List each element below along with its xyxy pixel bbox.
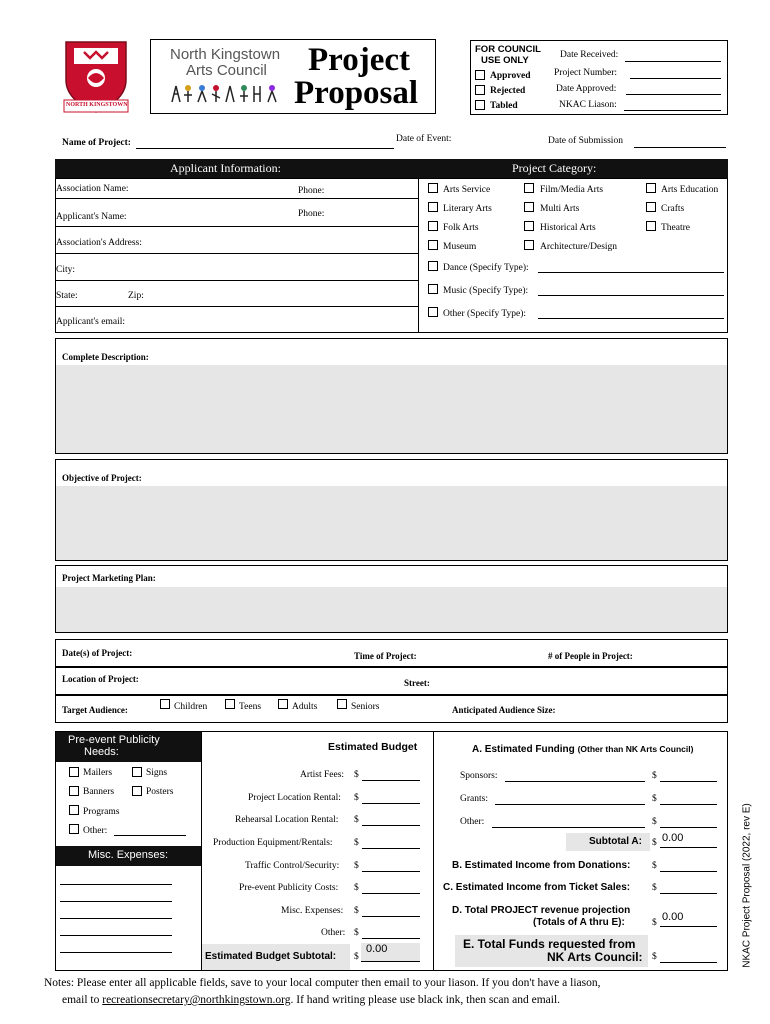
publicity-costs-label: Pre-event Publicity Costs: xyxy=(239,883,339,893)
other-publicity-field[interactable] xyxy=(114,835,186,836)
children-label: Children xyxy=(174,702,208,712)
theatre-label: Theatre xyxy=(661,223,691,233)
traffic-label: Traffic Control/Security: xyxy=(245,861,340,871)
architecture-checkbox[interactable] xyxy=(524,240,534,250)
notes-line-2 xyxy=(62,994,560,1006)
other-category-label: Other (Specify Type): xyxy=(443,309,527,319)
dance-label: Dance (Specify Type): xyxy=(443,263,529,273)
date-approved-field[interactable] xyxy=(626,94,721,95)
museum-checkbox[interactable] xyxy=(428,240,438,250)
arts-service-label: Arts Service xyxy=(443,185,491,195)
state-label: State: xyxy=(56,291,78,301)
production-field[interactable] xyxy=(362,848,420,849)
donations-field[interactable] xyxy=(660,871,717,872)
tickets-dollar: $ xyxy=(652,883,657,893)
grants-amount-field[interactable] xyxy=(660,804,717,805)
adults-checkbox[interactable] xyxy=(278,699,288,709)
other-funding-amount-field[interactable] xyxy=(660,827,717,828)
folk-arts-label: Folk Arts xyxy=(443,223,479,233)
target-audience-label: Target Audience: xyxy=(62,705,128,715)
total-revenue-label-2: (Totals of A thru E): xyxy=(533,917,625,928)
audience-size-label: Anticipated Audience Size: xyxy=(452,705,556,715)
multi-arts-label: Multi Arts xyxy=(540,204,580,214)
budget-divider-left xyxy=(201,731,202,971)
rehearsal-rental-label: Rehearsal Location Rental: xyxy=(235,815,339,825)
people-label: # of People in Project: xyxy=(548,651,633,661)
banners-checkbox[interactable] xyxy=(69,786,79,796)
requested-dollar: $ xyxy=(652,952,657,962)
town-crest-logo xyxy=(62,38,130,116)
funding-header-note: (Other than NK Arts Council) xyxy=(577,744,694,754)
posters-label: Posters xyxy=(146,787,174,797)
music-checkbox[interactable] xyxy=(428,284,438,294)
applicant-section xyxy=(55,178,728,333)
subtotal-a-value: 0.00 xyxy=(662,832,684,844)
other-budget-field[interactable] xyxy=(362,938,420,939)
tickets-field[interactable] xyxy=(660,893,717,894)
grants-label: Grants: xyxy=(460,794,488,804)
other-funding-label: Other: xyxy=(460,817,485,827)
other-budget-label: Other: xyxy=(321,928,346,938)
dance-field[interactable] xyxy=(538,272,724,273)
applicant-name-label: Applicant's Name: xyxy=(56,212,127,222)
association-name-label: Association Name: xyxy=(56,184,129,194)
seniors-label: Seniors xyxy=(351,702,380,712)
location-row xyxy=(55,667,728,695)
donations-dollar: $ xyxy=(652,861,657,871)
theatre-checkbox[interactable] xyxy=(646,221,656,231)
org-name-line2: Arts Council xyxy=(186,62,267,79)
publicity-header-1: Pre-event Publicity xyxy=(68,734,160,746)
audience-row xyxy=(55,695,728,723)
misc-expenses-title: Misc. Expenses: xyxy=(88,849,169,861)
architecture-label: Architecture/Design xyxy=(540,242,618,252)
programs-checkbox[interactable] xyxy=(69,805,79,815)
location-rental-label: Project Location Rental: xyxy=(248,793,341,803)
notes-email-link[interactable]: recreationsecretary@northkingstown.org xyxy=(102,994,291,1006)
form-version-note: NKAC Project Proposal (2022, rev E) xyxy=(741,803,753,968)
historical-arts-label: Historical Arts xyxy=(540,223,596,233)
date-received-field[interactable] xyxy=(625,61,721,62)
name-of-project-field[interactable] xyxy=(136,148,394,149)
misc-expense-line-5[interactable] xyxy=(60,952,172,953)
rejected-label: Rejected xyxy=(490,86,526,96)
name-of-project-label: Name of Project: xyxy=(62,138,131,148)
folk-arts-checkbox[interactable] xyxy=(428,221,438,231)
sponsors-label: Sponsors: xyxy=(460,771,498,781)
other-budget-dollar: $ xyxy=(354,928,359,938)
project-number-field[interactable] xyxy=(630,78,721,79)
grants-dollar: $ xyxy=(652,794,657,804)
time-label: Time of Project: xyxy=(354,651,417,661)
form-title-line1: Project xyxy=(308,42,410,78)
arts-service-checkbox[interactable] xyxy=(428,183,438,193)
misc-expense-line-1[interactable] xyxy=(60,884,172,885)
other-funding-name-field[interactable] xyxy=(492,827,645,828)
other-publicity-label: Other: xyxy=(83,826,108,836)
artist-fees-dollar: $ xyxy=(354,770,359,780)
adults-label: Adults xyxy=(292,702,318,712)
total-revenue-value: 0.00 xyxy=(662,911,684,923)
row-divider-5 xyxy=(55,306,418,307)
music-label: Music (Specify Type): xyxy=(443,286,529,296)
date-of-submission-label: Date of Submission xyxy=(548,136,623,146)
artist-fees-field[interactable] xyxy=(362,780,420,781)
traffic-field[interactable] xyxy=(362,871,420,872)
posters-checkbox[interactable] xyxy=(132,786,142,796)
total-revenue-label-1: D. Total PROJECT revenue projection xyxy=(452,905,631,916)
notes-line-2-suffix: . If hand writing please use black ink, then scan and email. xyxy=(290,994,561,1006)
sponsors-dollar: $ xyxy=(652,771,657,781)
location-rental-dollar: $ xyxy=(354,793,359,803)
requested-label-1: E. Total Funds requested from xyxy=(463,937,636,951)
teens-label: Teens xyxy=(239,702,262,712)
mailers-checkbox[interactable] xyxy=(69,767,79,777)
notes-line-2-prefix: email to xyxy=(62,994,103,1006)
council-title-1: FOR COUNCIL xyxy=(475,44,541,55)
total-revenue-dollar: $ xyxy=(652,918,657,928)
production-dollar: $ xyxy=(354,838,359,848)
applicant-info-title: Applicant Information: xyxy=(170,161,281,175)
phone2-label: Phone: xyxy=(298,209,325,219)
crafts-checkbox[interactable] xyxy=(646,202,656,212)
other-funding-dollar: $ xyxy=(652,817,657,827)
requested-field[interactable] xyxy=(660,962,717,963)
grants-name-field[interactable] xyxy=(495,804,645,805)
liason-label: NKAC Liason: xyxy=(559,100,617,110)
other-category-checkbox[interactable] xyxy=(428,307,438,317)
rehearsal-rental-dollar: $ xyxy=(354,815,359,825)
other-publicity-checkbox[interactable] xyxy=(69,824,79,834)
publicity-header-2: Needs: xyxy=(84,746,119,758)
crafts-label: Crafts xyxy=(661,204,685,214)
arts-education-label: Arts Education xyxy=(661,185,719,195)
budget-subtotal-label: Estimated Budget Subtotal: xyxy=(205,951,337,962)
date-of-event-label: Date of Event: xyxy=(396,134,452,144)
funding-header-title: A. Estimated Funding xyxy=(472,744,575,755)
objective-label: Objective of Project: xyxy=(62,473,142,483)
rejected-checkbox[interactable] xyxy=(475,85,485,95)
objective-field[interactable] xyxy=(56,486,727,560)
tabled-label: Tabled xyxy=(490,101,518,111)
children-checkbox[interactable] xyxy=(160,699,170,709)
row-divider-4 xyxy=(55,280,418,281)
marketing-label: Project Marketing Plan: xyxy=(62,573,156,583)
date-received-label: Date Received: xyxy=(560,50,619,60)
budget-subtotal-dollar: $ xyxy=(354,952,359,962)
production-label: Production Equipment/Rentals: xyxy=(213,838,333,848)
notes-line-1: Notes: Please enter all applicable fields, save to your local computer then email to your liason. If you don't have a liason, xyxy=(44,977,601,989)
approved-label: Approved xyxy=(490,71,531,81)
row-divider-3 xyxy=(55,253,418,254)
signs-label: Signs xyxy=(146,768,168,778)
signs-checkbox[interactable] xyxy=(132,767,142,777)
publicity-costs-dollar: $ xyxy=(354,883,359,893)
street-label: Street: xyxy=(404,678,430,688)
address-label: Association's Address: xyxy=(56,238,142,248)
council-title-2: USE ONLY xyxy=(481,55,529,66)
museum-label: Museum xyxy=(443,242,477,252)
film-media-label: Film/Media Arts xyxy=(540,185,604,195)
sponsors-amount-field[interactable] xyxy=(660,781,717,782)
row-divider-2 xyxy=(55,226,418,227)
description-field[interactable] xyxy=(56,365,727,453)
misc-expense-line-4[interactable] xyxy=(60,935,172,936)
location-rental-field[interactable] xyxy=(362,803,420,804)
arts-figures-icon xyxy=(168,82,280,104)
traffic-dollar: $ xyxy=(354,861,359,871)
tabled-checkbox[interactable] xyxy=(475,100,485,110)
budget-subtotal-value: 0.00 xyxy=(366,943,388,955)
literary-arts-checkbox[interactable] xyxy=(428,202,438,212)
funding-header xyxy=(472,744,693,755)
dates-label: Date(s) of Project: xyxy=(62,648,133,658)
applicant-category-divider xyxy=(418,178,419,333)
phone1-label: Phone: xyxy=(298,186,325,196)
misc-expenses-field[interactable] xyxy=(362,916,420,917)
location-label: Location of Project: xyxy=(62,674,139,684)
subtotal-a-dollar: $ xyxy=(652,838,657,848)
banners-label: Banners xyxy=(83,787,115,797)
artist-fees-label: Artist Fees: xyxy=(300,770,345,780)
film-media-checkbox[interactable] xyxy=(524,183,534,193)
tickets-label: C. Estimated Income from Ticket Sales: xyxy=(443,882,631,893)
email-label: Applicant's email: xyxy=(56,317,125,327)
description-label: Complete Description: xyxy=(62,352,149,362)
dance-checkbox[interactable] xyxy=(428,261,438,271)
budget-divider-right xyxy=(433,731,434,971)
rehearsal-rental-field[interactable] xyxy=(362,825,420,826)
zip-label: Zip: xyxy=(128,291,144,301)
mailers-label: Mailers xyxy=(83,768,113,778)
date-approved-label: Date Approved: xyxy=(556,84,617,94)
requested-label-2: NK Arts Council: xyxy=(547,950,643,964)
programs-label: Programs xyxy=(83,807,120,817)
crest-banner-text: NORTH KINGSTOWN xyxy=(66,102,128,108)
multi-arts-checkbox[interactable] xyxy=(524,202,534,212)
misc-expense-line-3[interactable] xyxy=(60,918,172,919)
approved-checkbox[interactable] xyxy=(475,70,485,80)
date-of-submission-field[interactable] xyxy=(634,147,726,148)
project-number-label: Project Number: xyxy=(554,68,618,78)
misc-expense-line-2[interactable] xyxy=(60,901,172,902)
music-field[interactable] xyxy=(538,295,724,296)
seniors-checkbox[interactable] xyxy=(337,699,347,709)
teens-checkbox[interactable] xyxy=(225,699,235,709)
misc-expenses-dollar: $ xyxy=(354,906,359,916)
project-category-title: Project Category: xyxy=(512,161,597,175)
form-title-line2: Proposal xyxy=(294,75,419,111)
donations-label: B. Estimated Income from Donations: xyxy=(452,860,631,871)
other-category-field[interactable] xyxy=(538,318,724,319)
org-name-line1: North Kingstown xyxy=(170,46,281,63)
publicity-costs-field[interactable] xyxy=(362,893,420,894)
subtotal-a-label: Subtotal A: xyxy=(589,836,642,847)
literary-arts-label: Literary Arts xyxy=(443,204,492,214)
row-divider-1 xyxy=(55,198,418,199)
arts-education-checkbox[interactable] xyxy=(646,183,656,193)
city-label: City: xyxy=(56,265,76,275)
sponsors-name-field[interactable] xyxy=(505,781,645,782)
marketing-field[interactable] xyxy=(56,587,727,632)
liason-field[interactable] xyxy=(624,110,721,111)
misc-expenses-label: Misc. Expenses: xyxy=(281,906,344,916)
applicant-info-header xyxy=(55,159,728,178)
estimated-budget-title: Estimated Budget xyxy=(328,741,418,753)
historical-arts-checkbox[interactable] xyxy=(524,221,534,231)
